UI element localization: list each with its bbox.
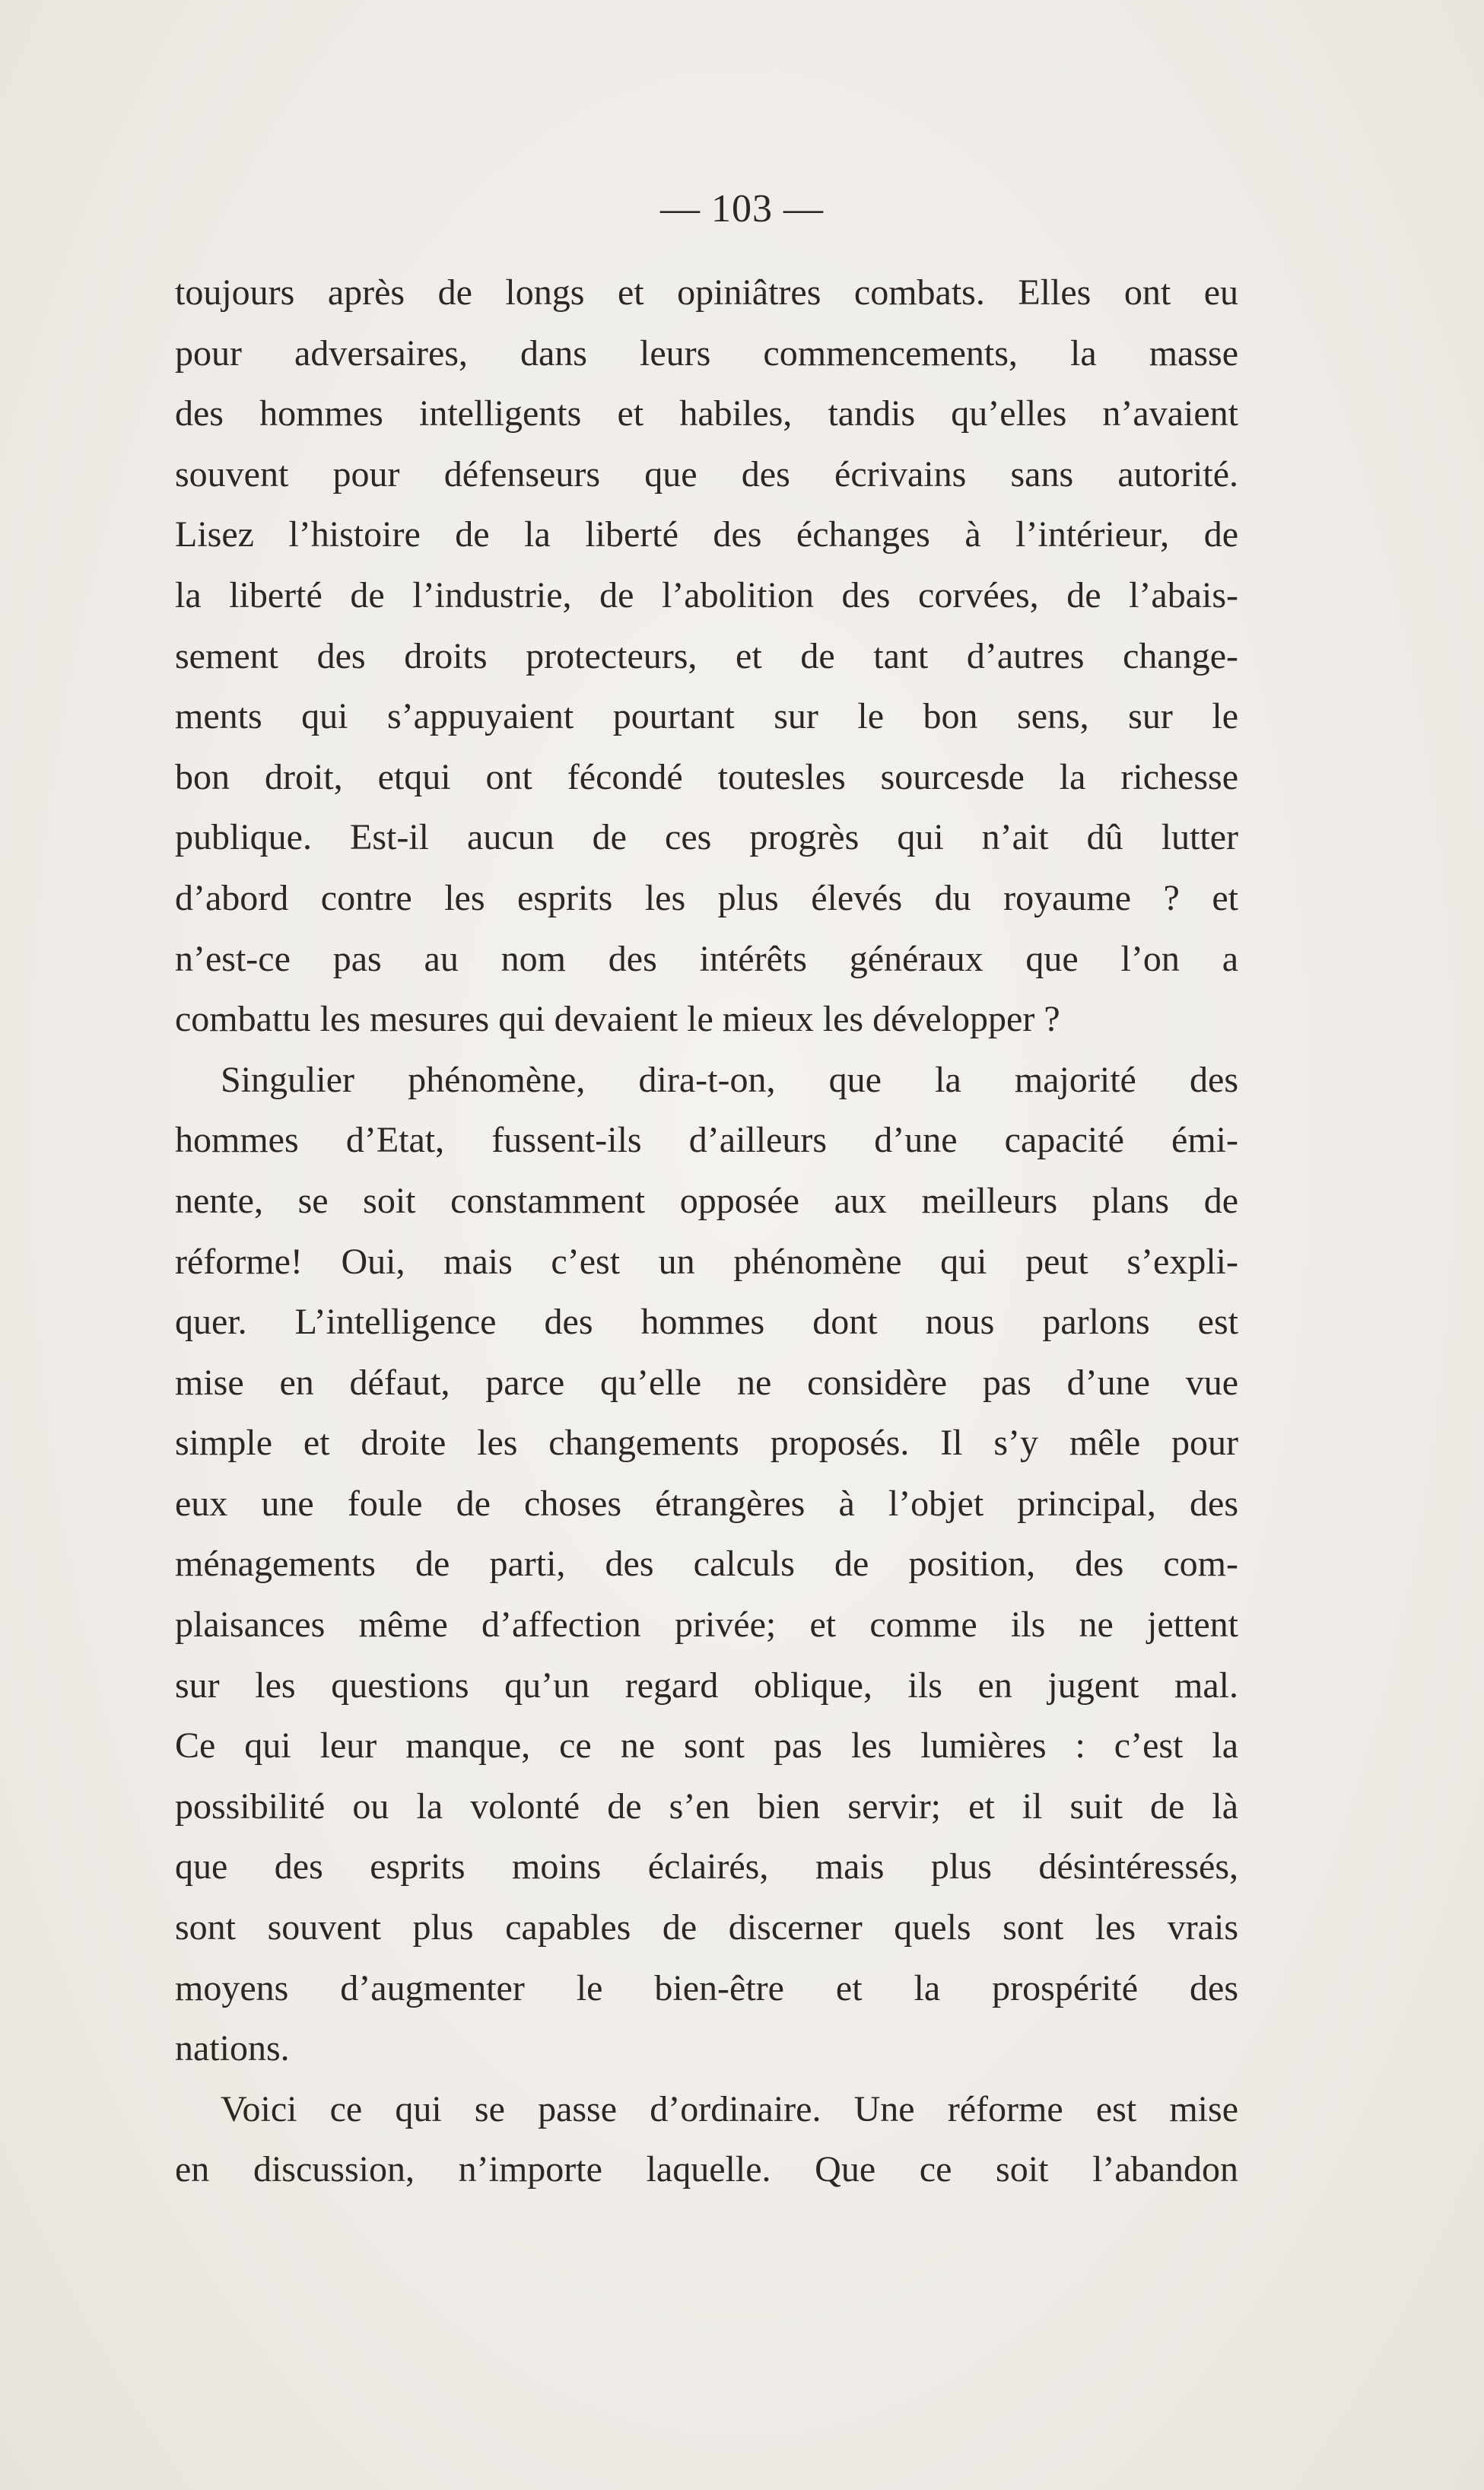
text-line: simple et droite les changements proposés. Il s’y mêle pour [175, 1423, 1238, 1464]
text-line: d’abord contre les esprits les plus élevés du royaume ? et [175, 877, 1238, 918]
text-line: que des esprits moins éclairés, mais plus désintéressés, [175, 1846, 1238, 1887]
text-line: combattu les mesures qui devaient le mieux les développer ? [175, 999, 1060, 1040]
text-line: sement des droits protecteurs, et de tant d’autres change- [175, 635, 1238, 676]
body-text [175, 262, 1238, 2200]
text-line: mise en défaut, parce qu’elle ne considère pas d’une vue [175, 1362, 1238, 1403]
text-line: sont souvent plus capables de discerner quels sont les vrais [175, 1907, 1238, 1948]
text-line: Voici ce qui se passe d’ordinaire. Une réforme est mise [221, 2088, 1238, 2129]
text-line: des hommes intelligents et habiles, tandis qu’elles n’avaient [175, 393, 1238, 434]
text-line: Lisez l’histoire de la liberté des échanges à l’intérieur, de [175, 514, 1238, 555]
text-line: n’est-ce pas au nom des intérêts généraux que l’on a [175, 938, 1238, 979]
text-line: eux une foule de choses étrangères à l’objet principal, des [175, 1483, 1238, 1524]
text-line: Singulier phénomène, dira-t-on, que la majorité des [221, 1059, 1238, 1100]
text-line: ments qui s’appuyaient pourtant sur le bon sens, sur le [175, 696, 1238, 737]
text-line: Ce qui leur manque, ce ne sont pas les lumières : c’est la [175, 1725, 1238, 1767]
text-line: hommes d’Etat, fussent-ils d’ailleurs d’une capacité émi- [175, 1120, 1238, 1161]
text-line: réforme! Oui, mais c’est un phénomène qui peut s’expli- [175, 1241, 1238, 1282]
text-line: en discussion, n’importe laquelle. Que ce soit l’abandon [175, 2149, 1238, 2190]
text-line: quer. L’intelligence des hommes dont nous parlons est [175, 1302, 1238, 1343]
text-line: possibilité ou la volonté de s’en bien servir; et il suit de là [175, 1786, 1238, 1827]
text-line: toujours après de longs et opiniâtres combats. Elles ont eu [175, 272, 1238, 313]
text-line: nente, se soit constamment opposée aux meilleurs plans de [175, 1180, 1238, 1221]
text-line: souvent pour défenseurs que des écrivains sans autorité. [175, 453, 1238, 495]
text-line: ménagements de parti, des calculs de position, des com- [175, 1544, 1238, 1585]
text-line: moyens d’augmenter le bien-être et la prospérité des [175, 1967, 1238, 2008]
page-number: — 103 — [660, 187, 824, 231]
text-line: plaisances même d’affection privée; et comme ils ne jettent [175, 1604, 1238, 1646]
text-line: la liberté de l’industrie, de l’abolition des corvées, de l’abais- [175, 574, 1238, 615]
text-line: nations. [175, 2028, 290, 2069]
text-line: pour adversaires, dans leurs commencements, la masse [175, 332, 1238, 374]
text-line: bon droit, etqui ont fécondé toutesles sourcesde la richesse [175, 756, 1238, 797]
text-line: sur les questions qu’un regard oblique, ils en jugent mal. [175, 1665, 1238, 1706]
text-line: publique. Est-il aucun de ces progrès qui n’ait dû lutter [175, 817, 1238, 858]
